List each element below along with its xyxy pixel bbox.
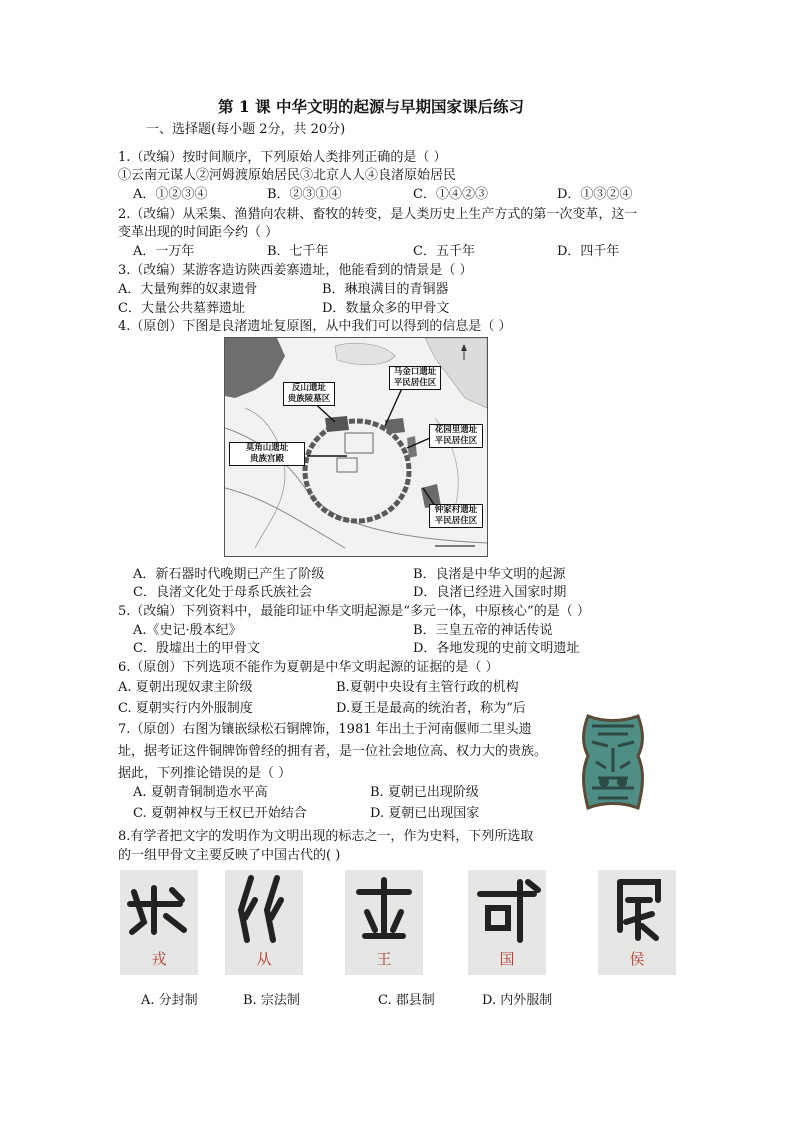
oracle-glyph-hou — [598, 870, 676, 975]
q3-option-d: D．数量众多的甲骨文 — [322, 301, 450, 316]
oracle-glyph-wang — [345, 870, 423, 975]
oracle-glyph-cong — [225, 870, 303, 975]
map-label-huayuanli: 花园里遗址 平民居住区 — [429, 424, 483, 448]
q1-stem: 1.（改编）按时间顺序，下列原始人类排列正确的是（ ） — [118, 150, 447, 165]
oracle-glyph-guo — [468, 870, 546, 975]
q7-option-d: D. 夏朝已出现国家 — [370, 806, 480, 821]
glyph-caption-cong: 从 — [256, 950, 272, 968]
map-label-majinkou: 马金口遗址 平民居住区 — [389, 366, 441, 390]
q4-stem: 4.（原创）下图是良渚遗址复原图，从中我们可以得到的信息是（ ） — [118, 319, 512, 334]
q2-option-d: D．四千年 — [557, 244, 620, 259]
page-title: 第 1 课 中华文明的起源与早期国家课后练习 — [218, 97, 524, 116]
glyph-caption-rong: 戎 — [151, 950, 167, 968]
q2-stem: 2.（改编）从采集、渔猎向农耕、畜牧的转变，是人类历史上生产方式的第一次变革，这一 — [118, 207, 638, 222]
q5-option-c: C．殷墟出土的甲骨文 — [133, 641, 260, 656]
oracle-glyph-rong — [120, 870, 198, 975]
q5-option-a: A.《史记·殷本纪》 — [133, 623, 242, 638]
q5-option-b: B．三皇五帝的神话传说 — [413, 623, 553, 638]
q4-option-b: B．良渚是中华文明的起源 — [413, 567, 566, 582]
q4-option-d: D．良渚已经进入国家时期 — [413, 585, 567, 600]
q8-line2: 的一组甲骨文主要反映了中国古代的( ) — [118, 848, 341, 863]
q2-option-c: C．五千年 — [413, 244, 475, 259]
q2-line2: 变革出现的时间距今约（ ） — [118, 225, 279, 240]
q6-option-c: C. 夏朝实行内外服制度 — [118, 701, 253, 716]
q6-option-d: D.夏王是最高的统治者，称为“后 — [336, 701, 526, 716]
section-heading: 一、选择题(每小题 2分，共 20分) — [146, 122, 346, 137]
q1-line2: ①云南元谋人②河姆渡原始居民③北京人人④良渚原始居民 — [118, 168, 457, 183]
q7-option-c: C. 夏朝神权与王权已开始结合 — [133, 806, 307, 821]
q5-option-d: D．各地发现的史前文明遗址 — [413, 641, 580, 656]
glyph-caption-wang: 王 — [376, 950, 392, 968]
q8-option-c: C. 郡县制 — [378, 993, 435, 1008]
map-label-zhongjiacun: 钟家村遗址 平民居住区 — [429, 504, 483, 528]
q7-option-b: B. 夏朝已出现阶级 — [370, 785, 479, 800]
q1-option-a: A．①②③④ — [133, 187, 208, 202]
q6-stem: 6.（原创）下列选项不能作为夏朝是中华文明起源的证据的是（ ） — [118, 660, 499, 675]
q7-stem: 7.（原创）右图为镶嵌绿松石铜牌饰，1981 年出土于河南偃师二里头遗 — [118, 722, 532, 737]
q8-option-a: A. 分封制 — [141, 993, 198, 1008]
q3-stem: 3.（改编）某游客造访陕西姜寨遗址，他能看到的情景是（ ） — [118, 263, 473, 278]
q1-option-b: B．②③①④ — [267, 187, 342, 202]
liangzhu-site-map — [224, 337, 488, 557]
turquoise-bronze-plaque-image — [578, 712, 648, 812]
q7-line2: 址，据考证这件铜牌饰曾经的拥有者，是一位社会地位高、权力大的贵族。 — [118, 744, 548, 759]
q7-line3: 据此，下列推论错误的是（ ） — [118, 766, 292, 781]
q1-option-d: D．①③②④ — [557, 187, 633, 202]
q6-option-a: A. 夏朝出现奴隶主阶级 — [118, 680, 253, 695]
q1-option-c: C．①④②③ — [413, 187, 488, 202]
map-label-fanshan: 反山遗址 贵族陵墓区 — [283, 382, 335, 406]
q3-option-c: C．大量公共墓葬遗址 — [118, 301, 245, 316]
q3-option-a: A．大量殉葬的奴隶遗骨 — [118, 282, 258, 297]
q5-stem: 5.（改编）下列资料中，最能印证中华文明起源是“多元一体，中原核心”的是（ ） — [118, 604, 590, 619]
map-label-mojiaoshan: 莫角山遗址 贵族宫殿 — [229, 442, 305, 466]
q3-option-b: B．琳琅满目的青铜器 — [322, 282, 449, 297]
q4-option-a: A．新石器时代晚期已产生了阶级 — [133, 567, 325, 582]
q8-stem: 8.有学者把文字的发明作为文明出现的标志之一，作为史料，下列所选取 — [118, 829, 534, 844]
glyph-caption-hou: 侯 — [629, 950, 645, 968]
q7-option-a: A. 夏朝青铜制造水平高 — [133, 785, 268, 800]
q2-option-b: B．七千年 — [267, 244, 329, 259]
q8-option-b: B. 宗法制 — [243, 993, 300, 1008]
q6-option-b: B.夏朝中央设有主管行政的机构 — [336, 680, 519, 695]
glyph-caption-guo: 国 — [499, 950, 515, 968]
q4-option-c: C．良渚文化处于母系氏族社会 — [133, 585, 312, 600]
q2-option-a: A．一万年 — [133, 244, 195, 259]
q8-option-d: D. 内外服制 — [482, 993, 553, 1008]
